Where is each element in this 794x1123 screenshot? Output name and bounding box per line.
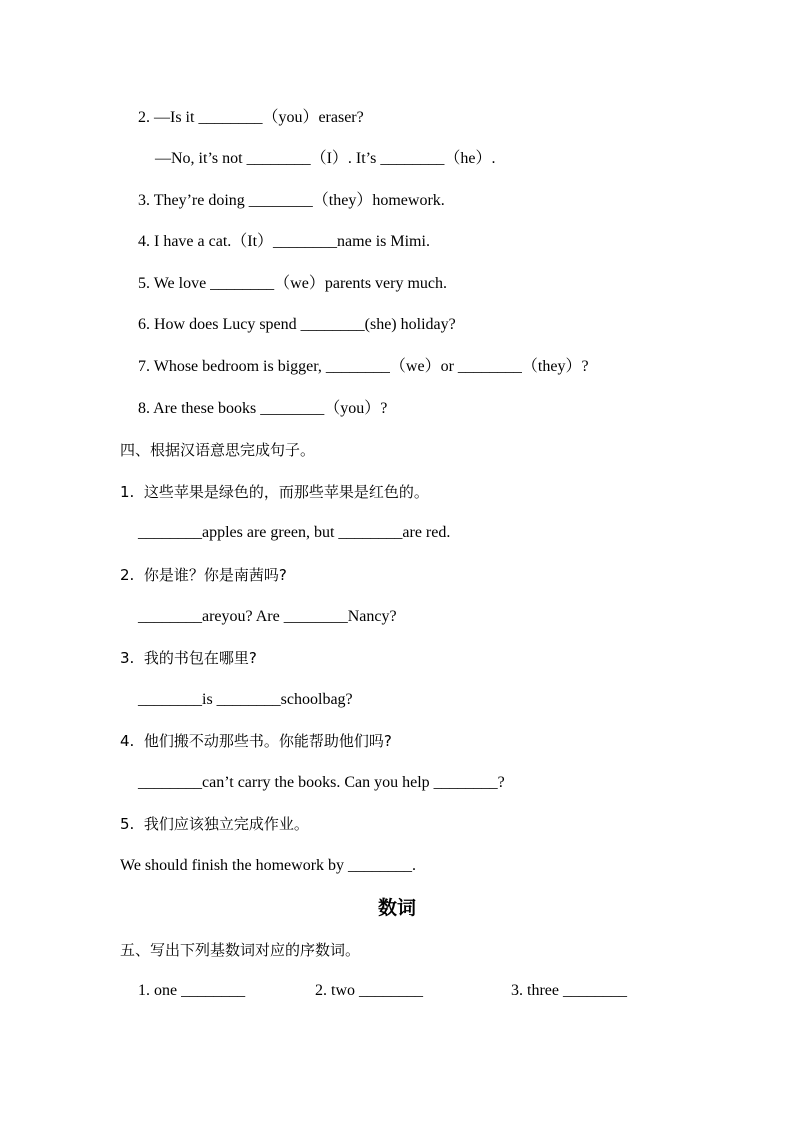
section-4-answer-2: ________areyou? Are ________Nancy? (138, 608, 397, 625)
numeral-item-3: 3. three ________ (511, 982, 627, 999)
numerals-title: 数词 (377, 897, 416, 919)
question-6: 6. How does Lucy spend ________(she) holiday? (138, 316, 456, 333)
question-5: 5. We love ________（we）parents very much. (138, 275, 448, 292)
section-4-prompt-3: 3. 我的书包在哪里? (120, 649, 257, 667)
section-4-prompt-4: 4. 他们搬不动那些书。你能帮助他们吗? (120, 732, 392, 750)
section-4-answer-1: ________apples are green, but ________are red. (138, 524, 451, 541)
question-8: 8. Are these books ________（you）? (138, 400, 388, 417)
numeral-item-1: 1. one ________ (138, 982, 246, 999)
question-7: 7. Whose bedroom is bigger, ________（we）or ________（they）? (138, 358, 589, 375)
section-4-answer-3: ________is ________schoolbag? (138, 691, 353, 708)
section-4-answer-5: We should finish the homework by ________. (120, 857, 417, 874)
question-3: 3. They’re doing ________（they）homework. (138, 192, 445, 209)
question-2a: 2. —Is it ________（you）eraser? (138, 109, 364, 126)
question-4: 4. I have a cat.（It）________name is Mimi. (138, 233, 430, 250)
section-4-prompt-5: 5. 我们应该独立完成作业。 (120, 815, 309, 833)
question-2b: —No, it’s not ________（I）. It’s ________（he）. (155, 150, 496, 167)
section-4-prompt-2: 2. 你是谁？你是南茜吗? (120, 566, 287, 584)
numeral-item-2: 2. two ________ (315, 982, 423, 999)
section-5-heading: 五、写出下列基数词对应的序数词。 (120, 941, 361, 959)
section-4-answer-4: ________can’t carry the books. Can you help ________? (138, 774, 505, 791)
section-4-prompt-1: 1. 这些苹果是绿色的，而那些苹果是红色的。 (120, 483, 429, 501)
section-4-heading: 四、根据汉语意思完成句子。 (120, 441, 316, 459)
